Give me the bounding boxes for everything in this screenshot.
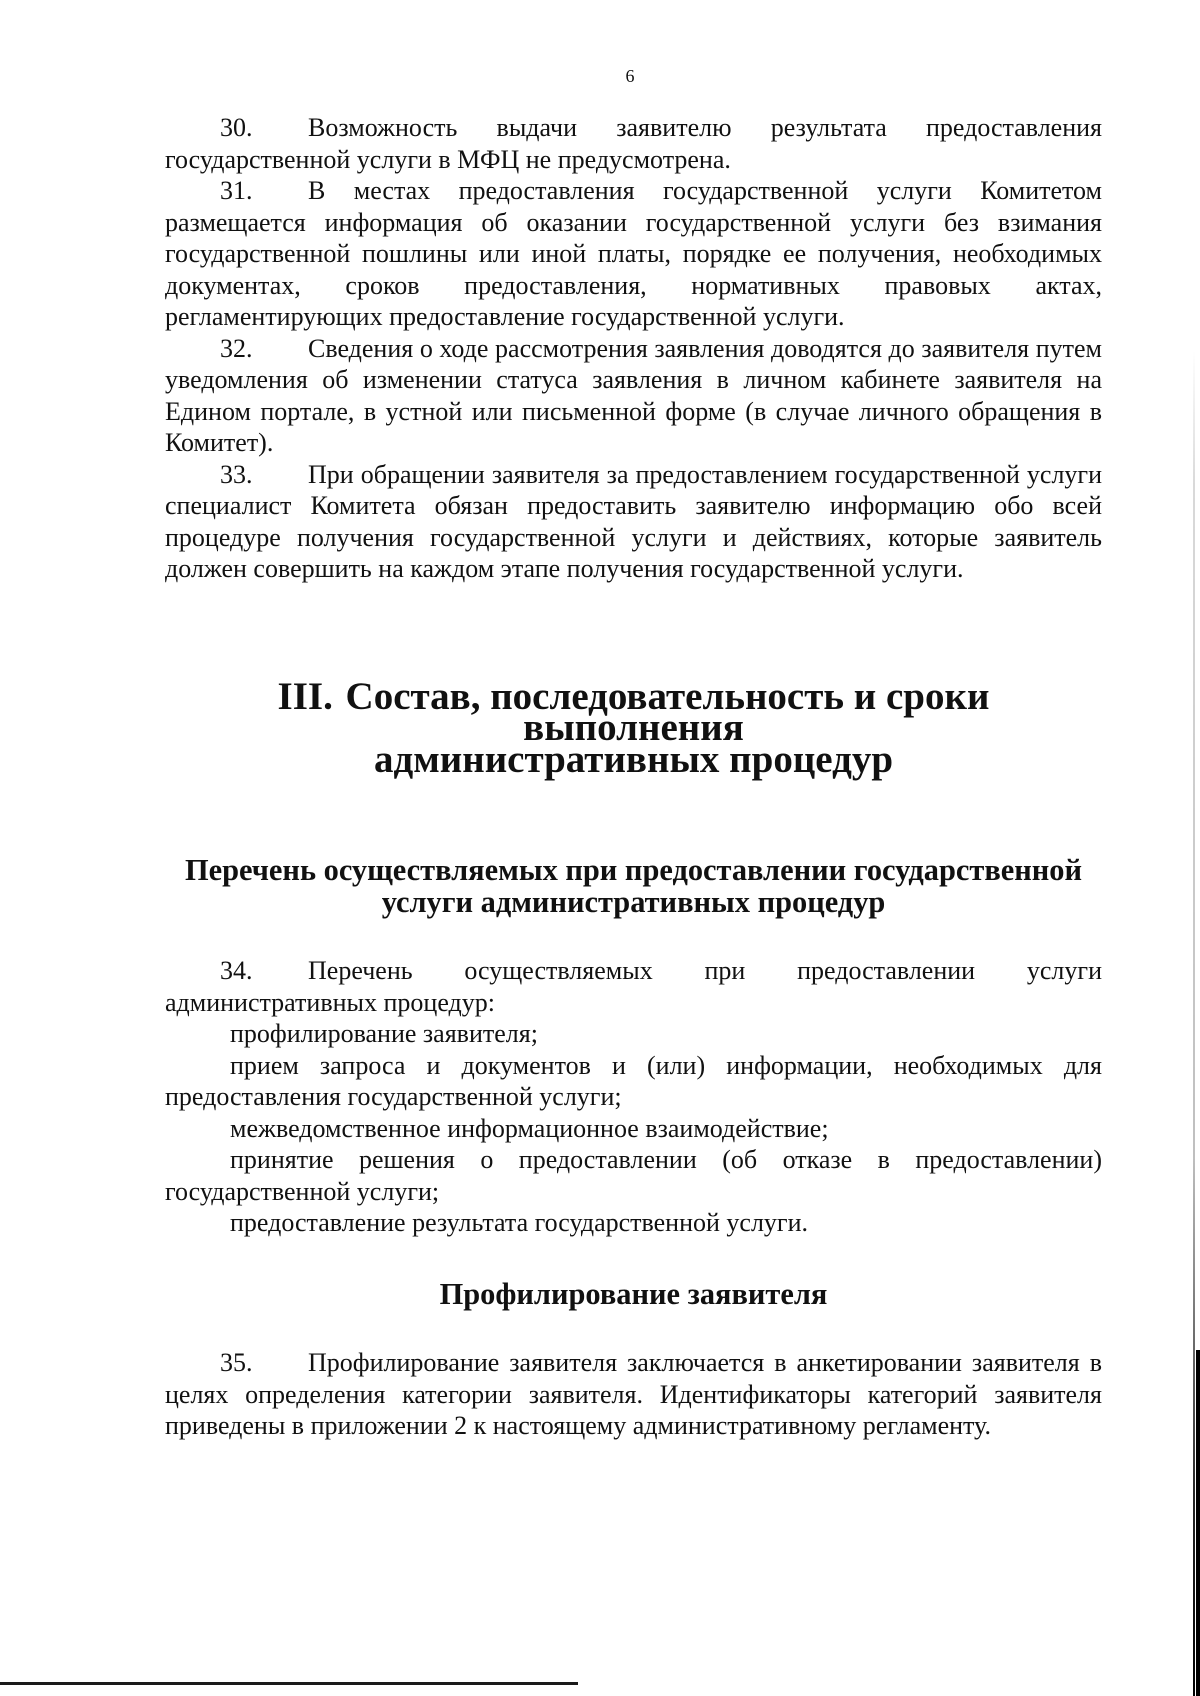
paragraph-number: 33. xyxy=(220,459,253,489)
spacer xyxy=(165,1310,1102,1347)
subheading-procedures-list xyxy=(165,855,1102,918)
procedure-item: принятие решения о предоставлении (об отказе в предоставлении) государственной услуги; xyxy=(165,1145,1102,1206)
paragraph-number: 32. xyxy=(220,333,253,363)
paragraph-32 xyxy=(165,333,1102,459)
scan-bottom-line xyxy=(0,1682,578,1685)
subheading-line-2: услуги административных процедур xyxy=(381,884,886,919)
paragraph-number: 35. xyxy=(220,1348,253,1377)
document-body xyxy=(165,112,1102,1442)
paragraph-text: При обращении заявителя за предоставлением государственной услуги специалист Комитета обязан предоставить заявителю информацию обо всей процедуре получения государственной услуги и действиях, которые заявитель должен совершить на каждом этапе получения государственной услуги. xyxy=(165,459,1102,583)
section-roman-numeral: III. xyxy=(277,674,333,718)
spacer xyxy=(165,1239,1102,1279)
paragraph-number: 30. xyxy=(220,113,253,142)
paragraph-34 xyxy=(165,955,1102,1018)
procedure-item: прием запроса и документов и (или) информации, необходимых для предоставления государственной услуги; xyxy=(165,1050,1102,1111)
procedure-item: предоставление результата государственной услуги. xyxy=(230,1208,809,1237)
subheading-line-1: Перечень осуществляемых при предоставлении государственной xyxy=(184,853,1083,887)
paragraph-33 xyxy=(165,459,1102,585)
paragraph-number: 34. xyxy=(220,956,253,985)
spacer xyxy=(165,775,1102,855)
paragraph-text: В местах предоставления государственной услуги Комитетом размещается информация об оказании государственной услуги без взимания государственной пошлины или иной платы, порядке ее получения, необходимых документах, сроков предоставления, нормативных правовых актах, регламентирующих предоставление государственной услуги. xyxy=(165,176,1102,331)
paragraph-31 xyxy=(165,175,1102,333)
scan-edge-shadow xyxy=(1196,1350,1200,1696)
section-heading xyxy=(165,674,1102,781)
paragraph-text: Профилирование заявителя заключается в анкетировании заявителя в целях определения категории заявителя. Идентификаторы категорий заявителя приведены в приложении 2 к настоящему административному регламенту. xyxy=(165,1348,1102,1440)
page-number: 6 xyxy=(625,66,635,86)
paragraph-30 xyxy=(165,112,1102,175)
scan-edge-line xyxy=(1193,350,1195,1696)
paragraph-text: Сведения о ходе рассмотрения заявления доводятся до заявителя путем уведомления об изменении статуса заявления в личном кабинете заявителя на Едином портале, в устной или письменной форме (в случае личного обращения в Комитет). xyxy=(165,333,1102,457)
section-title-part-1: Состав, последовательность и сроки выполнения xyxy=(345,674,990,749)
paragraph-number: 31. xyxy=(220,176,253,205)
paragraph-35 xyxy=(165,1347,1102,1442)
spacer xyxy=(165,918,1102,955)
paragraph-text: Перечень осуществляемых при предоставлении услуги административных процедур: xyxy=(165,956,1102,1017)
section-title-part-2: административных процедур xyxy=(373,737,894,781)
procedure-item: профилирование заявителя; xyxy=(230,1019,538,1048)
paragraph-text: Возможность выдачи заявителю результата предоставления государственной услуги в МФЦ не предусмотрена. xyxy=(165,113,1102,174)
subheading-profiling: Профилирование заявителя xyxy=(439,1276,828,1311)
spacer xyxy=(165,585,1102,681)
procedure-item: межведомственное информационное взаимодействие; xyxy=(230,1113,829,1143)
